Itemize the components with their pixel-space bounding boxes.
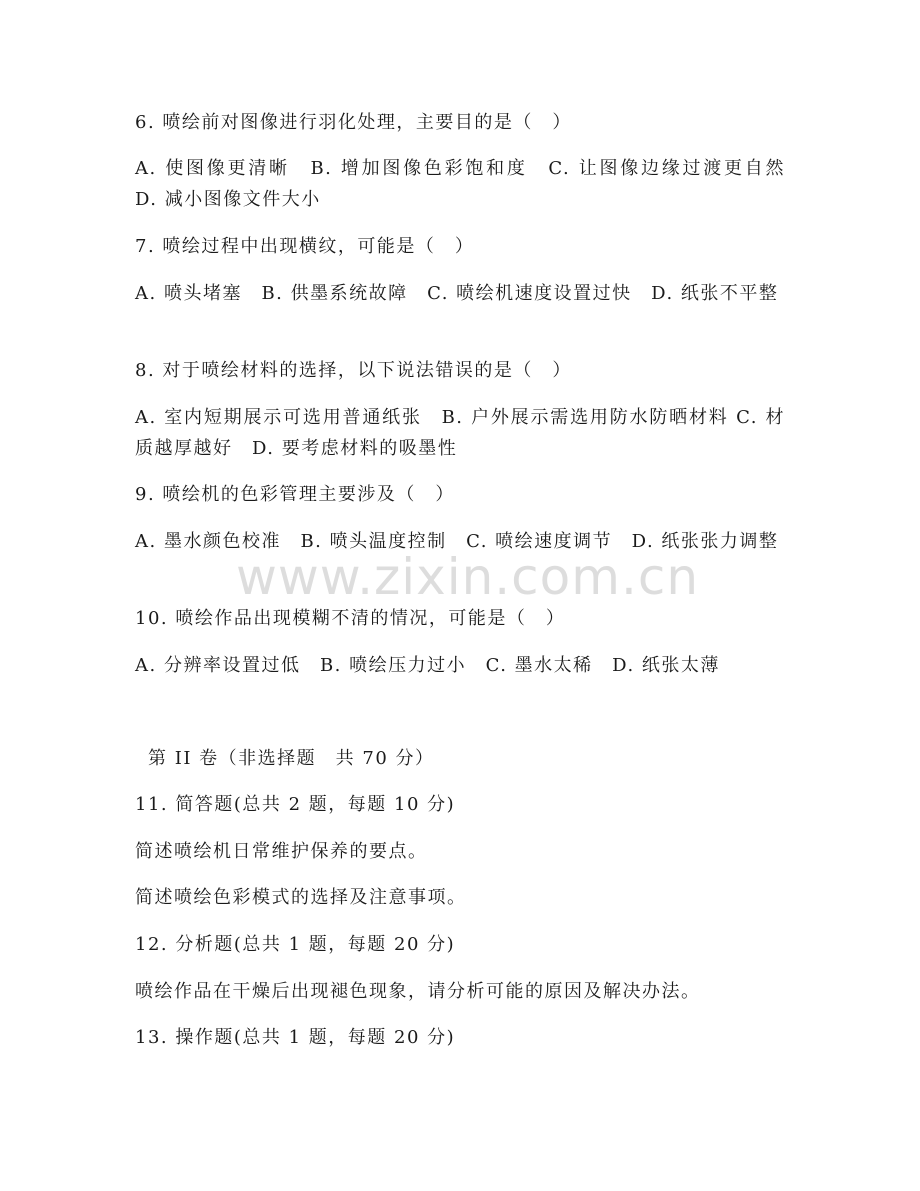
question-10-stem: 10. 喷绘作品出现模糊不清的情况，可能是（ ） xyxy=(135,608,566,629)
question-9-options: A. 墨水颜色校准 B. 喷头温度控制 C. 喷绘速度调节 D. 纸张张力调整 xyxy=(135,531,779,552)
question-11-item-2: 简述喷绘色彩模式的选择及注意事项。 xyxy=(135,887,467,908)
question-8-options: A. 室内短期展示可选用普通纸张 B. 户外展示需选用防水防晒材料 C. 材质越厚越好 D. 要考虑材料的吸墨性 xyxy=(135,407,785,459)
question-6-stem: 6. 喷绘前对图像进行羽化处理，主要目的是（ ） xyxy=(135,112,572,133)
question-12-item-1: 喷绘作品在干燥后出现褪色现象，请分析可能的原因及解决办法。 xyxy=(135,981,701,1002)
question-8-stem: 8. 对于喷绘材料的选择，以下说法错误的是（ ） xyxy=(135,360,572,381)
question-13-heading: 13. 操作题(总共 1 题，每题 20 分) xyxy=(135,1027,456,1048)
question-10-options: A. 分辨率设置过低 B. 喷绘压力过小 C. 墨水太稀 D. 纸张太薄 xyxy=(135,655,720,676)
question-9-stem: 9. 喷绘机的色彩管理主要涉及（ ） xyxy=(135,484,455,505)
question-11-item-1: 简述喷绘机日常维护保养的要点。 xyxy=(135,841,428,862)
question-7-stem: 7. 喷绘过程中出现横纹，可能是（ ） xyxy=(135,236,475,257)
part2-title: 第 II 卷（非选择题 共 70 分） xyxy=(148,748,435,769)
question-12-heading: 12. 分析题(总共 1 题，每题 20 分) xyxy=(135,934,456,955)
question-7-options: A. 喷头堵塞 B. 供墨系统故障 C. 喷绘机速度设置过快 D. 纸张不平整 xyxy=(135,283,779,304)
question-6-options: A. 使图像更清晰 B. 增加图像色彩饱和度 C. 让图像边缘过渡更自然 D. 减小图像文件大小 xyxy=(135,158,805,210)
watermark: www.zixin.com.cn xyxy=(236,548,700,606)
question-11-heading: 11. 简答题(总共 2 题，每题 10 分) xyxy=(135,794,456,815)
